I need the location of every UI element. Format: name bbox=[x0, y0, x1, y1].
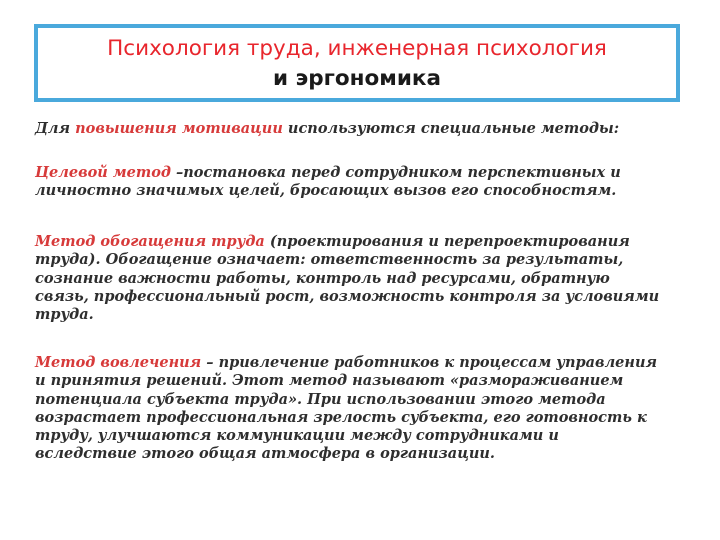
lead-text-start: Для bbox=[35, 120, 76, 137]
method-goal-line-1-text: –постановка перед сотрудником перспективных и bbox=[170, 164, 621, 181]
method-enrichment-line-4: связь, профессиональный рост, возможность контроля за условиями bbox=[35, 287, 660, 305]
method-goal-line-2: личностно значимых целей, бросающих вызов его способностям. bbox=[35, 182, 617, 200]
method-involvement-line-4: возрастает профессиональная зрелость субъекта, его готовность к bbox=[35, 408, 647, 426]
method-involvement-line-2: и принятия решений. Этот метод называют «размораживанием bbox=[35, 372, 624, 390]
method-enrichment-paragraph bbox=[35, 233, 685, 324]
lead-line bbox=[35, 120, 685, 138]
lead-paragraph bbox=[35, 120, 685, 138]
method-enrichment-name: Метод обогащения труда bbox=[35, 233, 265, 250]
method-enrichment-line-1 bbox=[35, 233, 685, 251]
method-enrichment-line-1-text: (проектирования и перепроектирования bbox=[264, 233, 630, 250]
method-goal-paragraph bbox=[35, 164, 685, 201]
method-goal-name: Целевой метод bbox=[35, 164, 171, 181]
method-involvement-line-3: потенциала субъекта труда». При использовании этого метода bbox=[35, 390, 606, 408]
method-involvement-line-1-text: – привлечение работников к процессам управления bbox=[201, 354, 658, 371]
method-involvement-line-1 bbox=[35, 354, 685, 372]
method-enrichment-line-2: труда). Обогащение означает: ответственность за результаты, bbox=[35, 251, 624, 269]
slide-title-line-1: Психология труда, инженерная психология bbox=[107, 36, 607, 61]
method-involvement-line-6: вследствие этого общая атмосфера в организации. bbox=[35, 445, 495, 463]
method-enrichment-line-5: труда. bbox=[35, 306, 94, 324]
lead-accent-motivation: повышения мотивации bbox=[75, 120, 283, 137]
method-goal-line-1 bbox=[35, 164, 685, 182]
method-involvement-name: Метод вовлечения bbox=[35, 354, 202, 371]
method-involvement-line-5: труду, улучшаются коммуникации между сотрудниками и bbox=[35, 427, 559, 445]
title-frame bbox=[34, 24, 680, 102]
slide-title-line-2: и эргономика bbox=[272, 66, 442, 91]
method-involvement-paragraph bbox=[35, 354, 685, 464]
lead-text-end: используются специальные методы: bbox=[282, 120, 620, 137]
method-enrichment-line-3: сознание важности работы, контроль над ресурсами, обратную bbox=[35, 269, 610, 287]
